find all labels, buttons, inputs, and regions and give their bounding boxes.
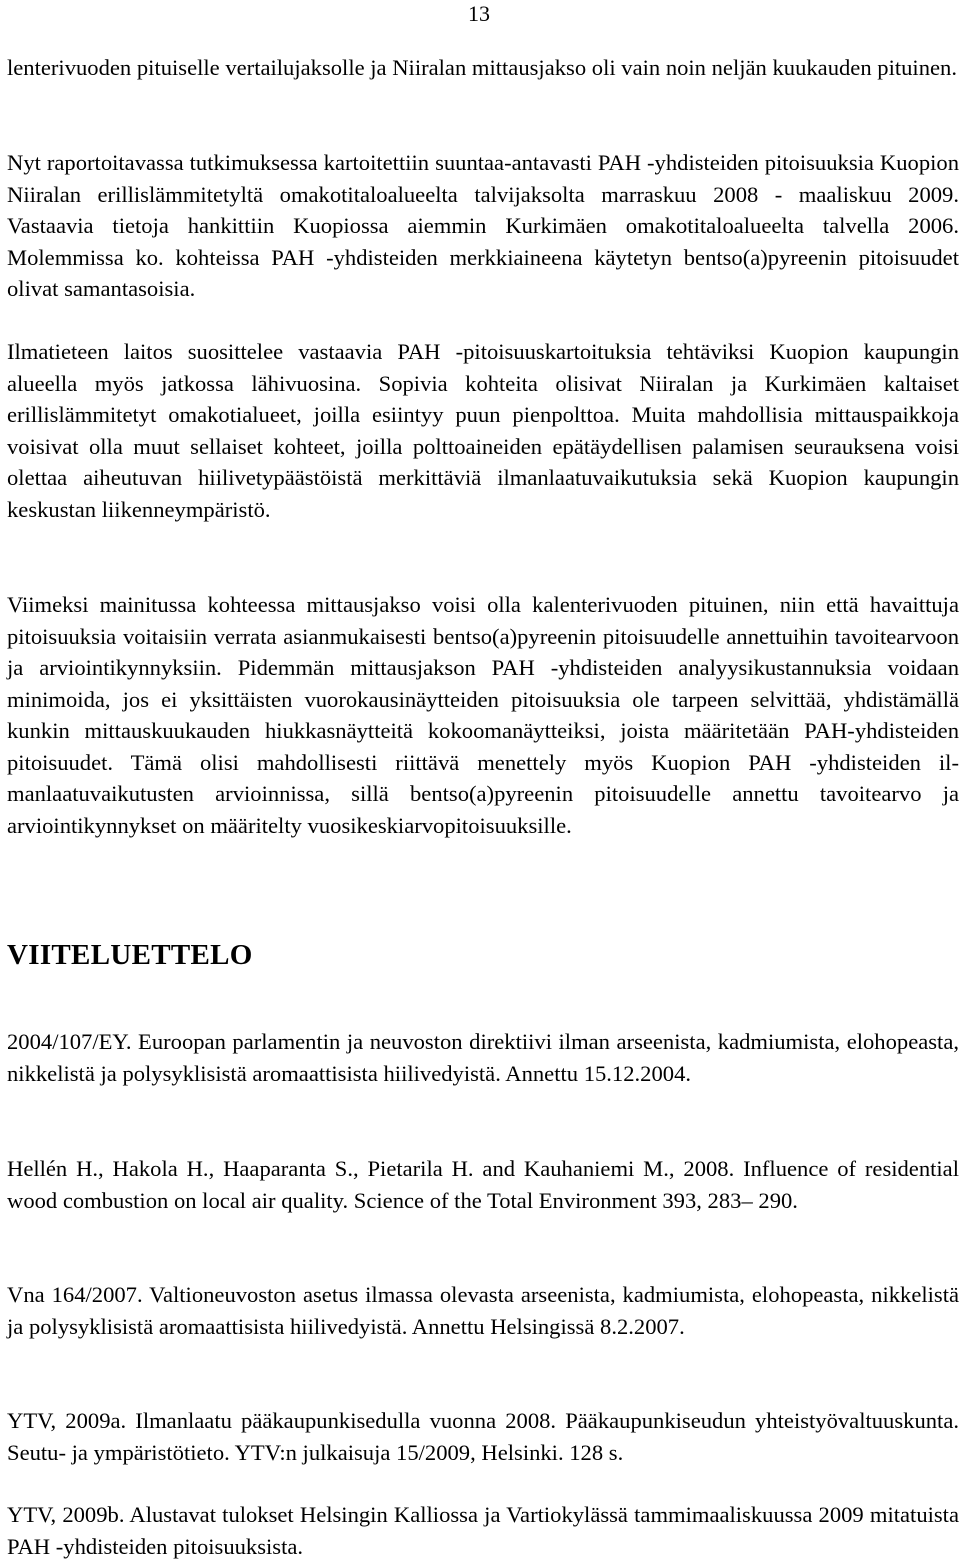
page-number: 13 — [468, 1, 490, 26]
paragraph-recommendation: Ilmatieteen laitos suosittelee vastaavia PAH -pitoisuuskartoituksia tehtäviksi Kuopion kaupungin alueella myös jatkossa lähivuosina. Sopivia kohteita olisivat Niiralan ja Kurkimäen kaltaiset erillislämmitetyt omakotialueet, joilla esiintyy puun pienpolttoa. Muita mahdollisia mittauspaikkoja voisivat olla muut sellaiset kohteet, joilla polttoaineiden epätäydellisen palamisen seurauksena voisi olettaa aiheutuvan hiilivetypäästöistä merkittäviä ilmanlaatuvaikutuksia sekä Kuopion kaupungin keskustan liikenneympäristö. — [7, 339, 959, 522]
references-heading: VIITELUETTELO — [7, 939, 253, 971]
paragraph-study-summary: Nyt raportoitavassa tutkimuksessa kartoitettiin suuntaa-antavasti PAH -yhdisteiden pitoisuuksia Kuopion Niiralan erillislämmitetyltä omakotitaloalueelta talvijaksolta marraskuu 2008 - maaliskuu 2009. Vastaavia tietoja hankittiin Kuopiossa aiemmin Kurkimäen omakotitaloalueelta talvella 2006. Molemmissa ko. kohteissa PAH -yhdisteiden merkkiaineena käytetyn bentso(a)pyreenin pitoisuudet olivat samantasoisia. — [7, 150, 959, 301]
paragraph-continuation: lenterivuoden pituiselle vertailujaksolle ja Niiralan mittausjakso oli vain noin neljän kuukauden pituinen. — [7, 55, 957, 80]
reference-item: Hellén H., Hakola H., Haaparanta S., Pietarila H. and Kauhaniemi M., 2008. Influence of residential wood combustion on local air quality. Science of the Total Environment 393, 283– 290. — [7, 1156, 959, 1213]
reference-item: 2004/107/EY. Euroopan parlamentin ja neuvoston direktiivi ilman arseenista, kadmiumista, elohopeasta, nikkelistä ja polysyklisistä aromaattisista hiilivedyistä. Annettu 15.12.2004. — [7, 1029, 959, 1086]
reference-item: Vna 164/2007. Valtioneuvoston asetus ilmassa olevasta arseenista, kadmiumista, elohopeasta, nikkelistä ja polysyklisistä aromaattisista hiilivedyistä. Annettu Helsingissä 8.2.2007. — [7, 1282, 959, 1339]
reference-item: YTV, 2009b. Alustavat tulokset Helsingin Kalliossa ja Vartiokylässä tammimaaliskuussa 2009 mitatuista PAH -yhdisteiden pitoisuuksista. — [7, 1502, 959, 1559]
paragraph-measurement-period: Viimeksi mainitussa kohteessa mittausjakso voisi olla kalenterivuoden pituinen, niin että havaittuja pitoisuuksia voitaisiin verrata asianmukaisesti bentso(a)pyreenin pitoisuudelle annettuihin tavoitearvoon ja arviointikynnyksiin. Pidemmän mittausjakson PAH -yhdisteiden analyysikustannuksia voidaan minimoida, jos ei yksittäisten vuorokausinäytteiden pitoisuuksia ole tarpeen selvittää, yhdistämällä kunkin mittauskuukauden hiukkasnäytteitä kokoomanäytteiksi, joista määritetään PAH-yhdisteiden pitoisuudet. Tämä olisi mahdollisesti riittävä menettely myös Kuopion PAH -yhdisteiden ilmanlaatuvaikutusten arvioinnissa, sillä bentso(a)pyreenin pitoisuudelle annettu tavoitearvo ja arviointikynnykset on määritelty vuosikeskiarvopitoisuuksille. — [7, 592, 959, 838]
reference-item: YTV, 2009a. Ilmanlaatu pääkaupunkisedulla vuonna 2008. Pääkaupunkiseudun yhteistyövaltuuskunta. Seutu- ja ympäristötieto. YTV:n julkaisuja 15/2009, Helsinki. 128 s. — [7, 1408, 959, 1465]
